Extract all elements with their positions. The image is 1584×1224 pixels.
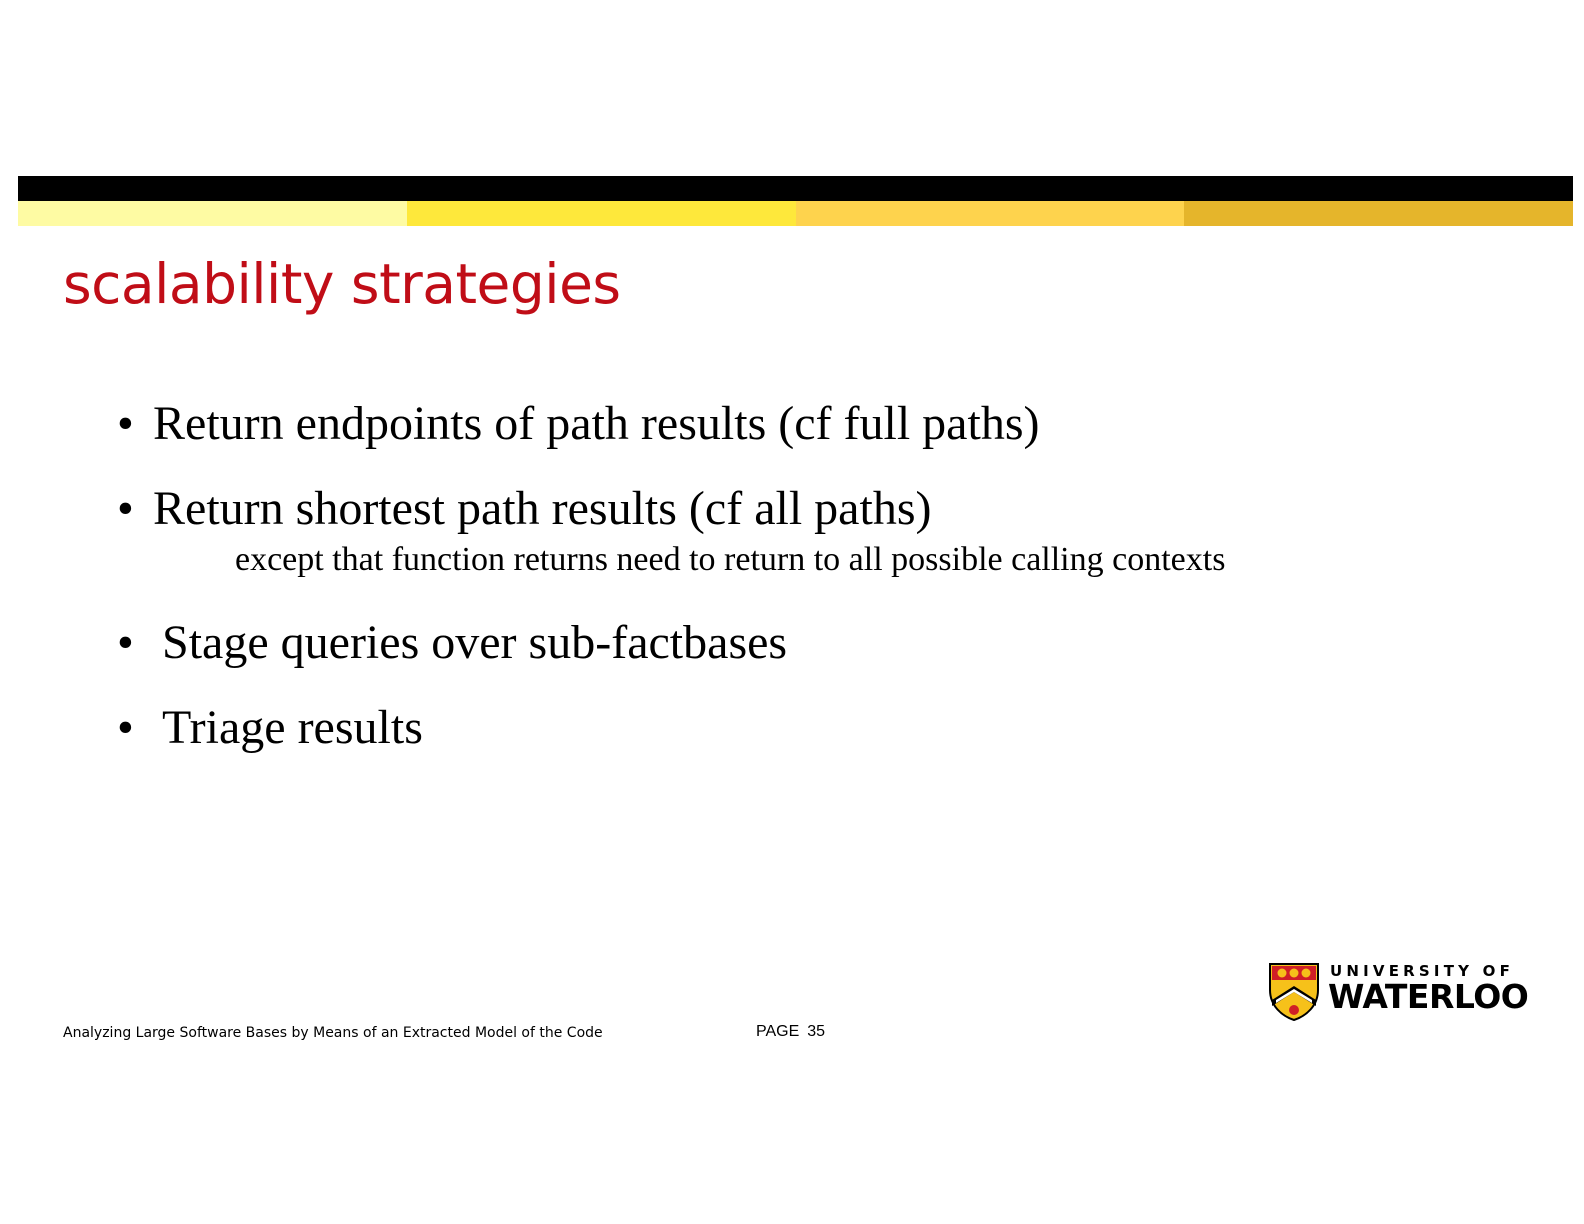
- bullet-text: Stage queries over sub-factbases: [162, 616, 788, 669]
- page-number-label: [756, 1022, 825, 1042]
- logo-university-of: UNIVERSITY OF: [1330, 962, 1515, 980]
- footer-presentation-title: Analyzing Large Software Bases by Means of an Extracted Model of the Code: [63, 1025, 603, 1041]
- slide-title: scalability strategies: [63, 252, 621, 316]
- logo-waterloo: WATERLOO: [1328, 977, 1529, 1016]
- page-number: 35: [807, 1023, 826, 1040]
- university-logo: [1268, 962, 1528, 1024]
- bullet-marker: •: [117, 701, 134, 754]
- bullet-text: Return endpoints of path results (cf full paths): [153, 397, 1040, 450]
- bullet-subnote: except that function returns need to return to all possible calling contexts: [235, 541, 1226, 578]
- bullet-marker: •: [117, 482, 134, 535]
- university-shield-icon: [1268, 962, 1320, 1022]
- bullet-text: Triage results: [162, 701, 423, 754]
- bullet-marker: •: [117, 397, 134, 450]
- bullet-marker: •: [117, 616, 134, 669]
- bullet-text: Return shortest path results (cf all paths): [153, 482, 932, 535]
- page-label-text: PAGE: [756, 1023, 800, 1040]
